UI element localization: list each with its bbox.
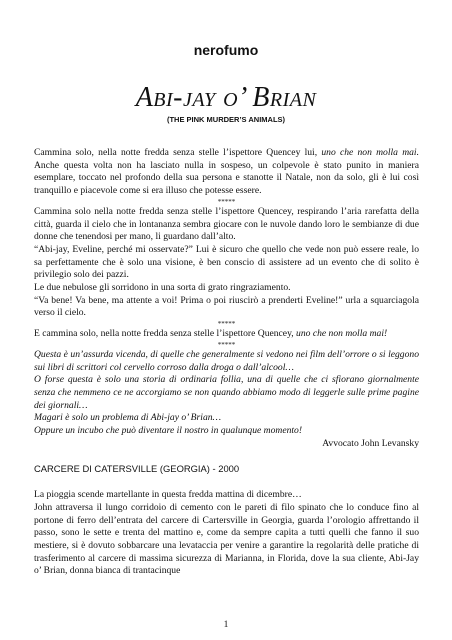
story-title: Abi-jay o’ Brian	[135, 82, 317, 113]
paragraph-intro	[34, 147, 419, 198]
paragraph	[34, 328, 419, 341]
quote-paragraph: Questa è un’assurda vicenda, di quelle che generalmente si vedono nei film dell’orrore o si leggono sui libri di scrittori col cervello corroso dalla droga o dall’alcool…	[34, 348, 419, 373]
quote-paragraph: Magari è solo un problema di Abi-jay o’ Brian…	[34, 412, 222, 424]
paragraph-intro-rest: Anche questa volta non ha lasciato nulla in sospeso, un colpevole è stato punito in maniera esemplare, toccato nel profondo della sua persona e stanotte il Natale, non da solo, gli è lui così tranquillo e piacevole come si era illuso che potesse essere.	[34, 159, 419, 197]
author-name: nerofumo	[193, 42, 259, 58]
paragraph: La pioggia scende martellante in questa fredda mattina di dicembre…	[34, 489, 302, 501]
separator-stars: *****	[217, 197, 236, 206]
story-subtitle: (THE PINK MURDER’S ANIMALS)	[166, 115, 286, 124]
separator-stars: *****	[217, 340, 236, 349]
paragraph: “Abi-jay, Eveline, perché mi osservate?” Lui è sicuro che quello che vede non può essere reale, lo sa perfettamente che è solo una visione, è ben conscio di assistere ad un evento che di solito è privilegio solo dei pazzi.	[34, 243, 419, 281]
paragraph-intro-italic: uno che non molla mai.	[321, 147, 419, 158]
page-number: 1	[223, 620, 229, 630]
story-body	[34, 147, 419, 578]
paragraph: Cammina solo nella notte fredda senza stelle l’ispettore Quencey, respirando l’aria rarefatta della città, guarda il cielo che in lontananza sembra giocare con le nuvole dando loro le sembianze di due donne che tenendosi per mano, li guardano dall’alto.	[34, 205, 419, 243]
separator-stars: *****	[217, 320, 236, 329]
quote-paragraph: Oppure un incubo che può diventare il nostro in qualunque momento!	[34, 425, 303, 437]
paragraph-italic: uno che non molla mai!	[296, 328, 388, 340]
paragraph: “Va bene! Va bene, ma attente a voi! Prima o poi riuscirò a prenderti Eveline!” urla a squarciagola verso il cielo.	[34, 294, 419, 319]
section-heading: CARCERE DI CATERSVILLE (GEORGIA) - 2000	[34, 463, 240, 475]
signature: Avvocato John Levansky	[322, 437, 419, 449]
paragraph: John attraversa il lungo corridoio di cemento con le pareti di filo spinato che lo conduce fino al portone di ferro dell’entrata del carcere di Cartersville in Georgia, guarda l’orologio affrettando il passo, sono le sette e trenta del mattino e, come da sempre capita a tutti quelli che fanno il suo mestiere, si è dovuto sobbarcare una levataccia per venire a garantire la regolarità delle pratiche di trasferimento al carcere di massima sicurezza di Marianna, in Florida, dove la sua cliente, Abi-Jay o’ Brian, donna bianca di trantacinque	[34, 501, 419, 577]
paragraph-start: E cammina solo, nella notte fredda senza stelle l’ispettore Quencey,	[34, 328, 297, 340]
paragraph-intro-start: Cammina solo, nella notte fredda senza stelle l’ispettore Quencey lui,	[34, 147, 322, 158]
quote-paragraph: O forse questa è solo una storia di ordinaria follia, una di quelle che ci sfiorano giornalmente senza che nemmeno ce ne accorgiamo se non quando abbiamo modo di leggerle sulle prime pagine dei giornali…	[34, 374, 419, 411]
paragraph: Le due nebulose gli sorridono in una sorta di grato ringraziamento.	[34, 282, 291, 294]
